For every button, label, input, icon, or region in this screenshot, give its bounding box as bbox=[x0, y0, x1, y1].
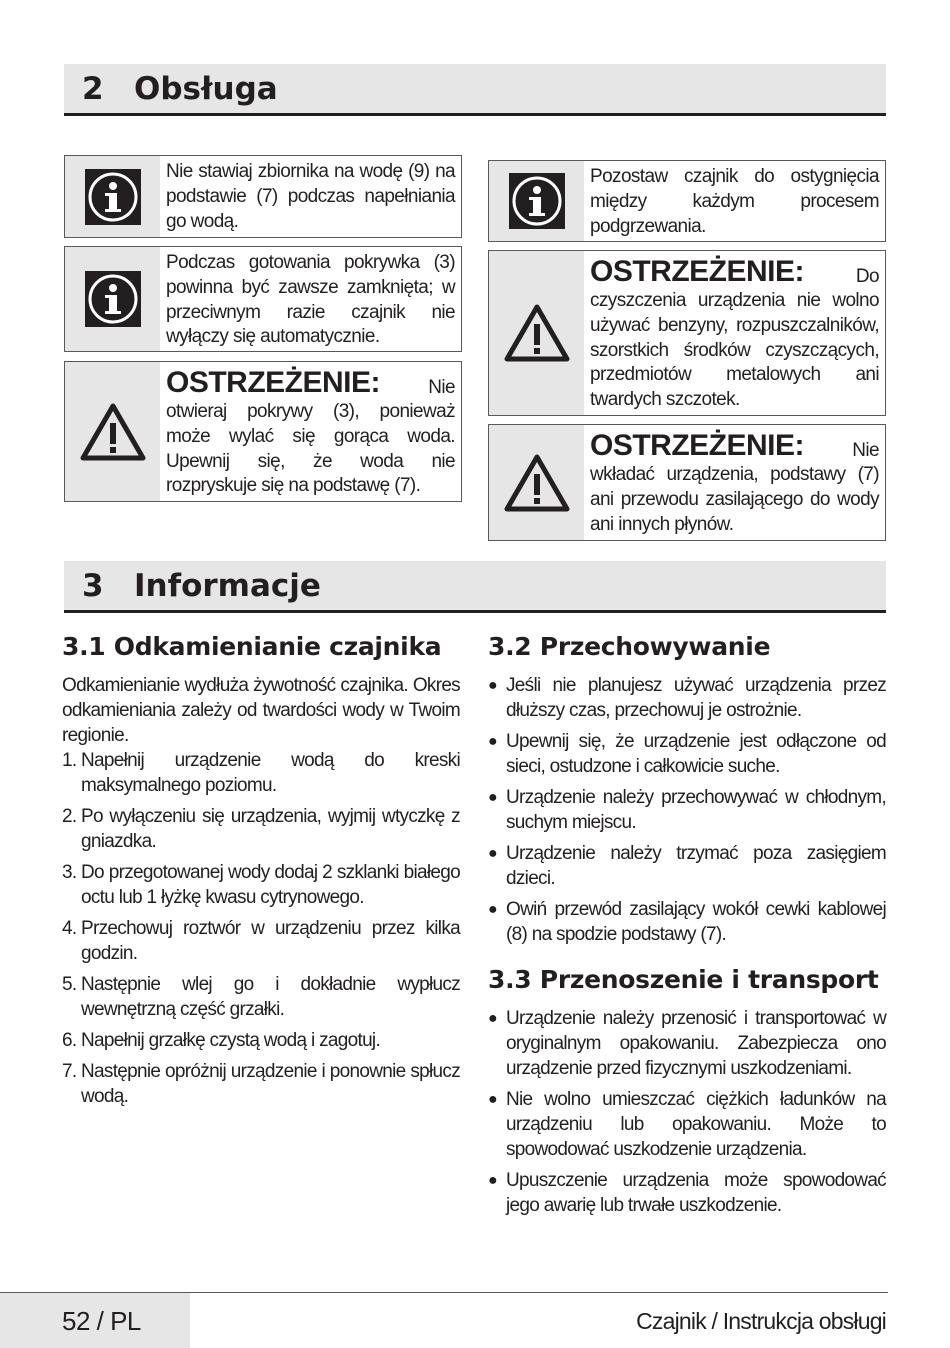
bullet-icon: ● bbox=[488, 677, 497, 694]
warning-triangle-icon bbox=[503, 452, 571, 514]
info-icon bbox=[84, 168, 142, 226]
warning-triangle-icon bbox=[503, 302, 571, 364]
list-item: ● Jeśli nie planujesz używać urządzenia przez dłuższy czas, przechowuj je ostrożnie. bbox=[488, 675, 886, 721]
bullet-icon: ● bbox=[488, 845, 497, 862]
list-item: 7. Następnie opróżnij urządzenie i ponownie spłucz wodą. bbox=[62, 1061, 460, 1107]
list-item: ● Nie wolno umieszczać ciężkich ładunków na urządzeniu lub opakowaniu. Może to spowodować uszkodzenie urządzenia. bbox=[488, 1089, 886, 1160]
notice-text: Nie stawiaj zbiornika na wodę (9) na podstawie (7) podczas napełniania go wodą. bbox=[166, 161, 455, 232]
bullet-icon: ● bbox=[488, 1010, 497, 1027]
warning-first-word: Do bbox=[855, 266, 879, 287]
warning-text: otwieraj pokrywy (3), ponieważ może wylać się gorąca woda. Upewnij się, że woda nie rozpryskuje się na podstawę (7). bbox=[166, 401, 455, 497]
list-item: ● Upewnij się, że urządzenie jest odłączone od sieci, ostudzone i całkowicie suche. bbox=[488, 731, 886, 777]
section-3-header bbox=[64, 561, 886, 613]
warning-notice-3 bbox=[488, 424, 886, 541]
info-icon bbox=[508, 172, 566, 230]
list-item: ● Urządzenie należy przenosić i transportować w oryginalnym opakowaniu. Zabezpiecza ono urządzenie przed fizycznymi uszkodzeniami. bbox=[488, 1008, 886, 1079]
bullet-icon: ● bbox=[488, 1091, 497, 1108]
subsection-3-3-title: 3.3 Przenoszenie i transport bbox=[488, 965, 879, 994]
subsection-3-1-title: 3.1 Odkamienianie czajnika bbox=[62, 632, 442, 661]
transport-list bbox=[488, 1006, 886, 1224]
list-item: 4. Przechowuj roztwór w urządzeniu przez kilka godzin. bbox=[62, 918, 460, 964]
section-title: Obsługa bbox=[134, 70, 278, 107]
list-item: 1. Napełnij urządzenie wodą do kreski maksymalnego poziomu. bbox=[62, 750, 460, 796]
descaling-intro: Odkamienianie wydłuża żywotność czajnika. Okres odkamieniania zależy od twardości wody w Twoim regionie. bbox=[62, 675, 460, 746]
info-icon bbox=[84, 270, 142, 328]
notice-text: Podczas gotowania pokrywka (3) powinna być zawsze zamknięta; w przeciwnym razie czajnik nie wyłączy się automatycznie. bbox=[166, 252, 455, 348]
info-notice-1 bbox=[64, 155, 462, 238]
section-title: Informacje bbox=[134, 567, 321, 604]
list-item: 6. Napełnij grzałkę czystą wodą i zagotuj. bbox=[62, 1030, 381, 1051]
bullet-icon: ● bbox=[488, 901, 497, 918]
info-notice-2 bbox=[64, 246, 462, 352]
list-item: 2. Po wyłączeniu się urządzenia, wyjmij wtyczkę z gniazdka. bbox=[62, 806, 460, 852]
warning-notice-1 bbox=[64, 361, 462, 502]
bullet-icon: ● bbox=[488, 733, 497, 750]
warning-label: OSTRZEŻENIE: bbox=[166, 366, 381, 399]
page-number: 52 / PL bbox=[62, 1306, 141, 1336]
warning-text: czyszczenia urządzenia nie wolno używać benzyny, rozpuszczalników, szorstkich środków czyszczących, przedmiotów metalowych ani twardych szczotek. bbox=[590, 290, 879, 411]
list-item: ● Urządzenie należy trzymać poza zasięgiem dzieci. bbox=[488, 843, 886, 889]
list-item: ● Owiń przewód zasilający wokół cewki kablowej (8) na spodzie podstawy (7). bbox=[488, 899, 886, 945]
subsection-3-2-title: 3.2 Przechowywanie bbox=[488, 632, 771, 661]
info-notice-3 bbox=[488, 160, 886, 242]
storage-list bbox=[488, 673, 886, 953]
list-item: ● Urządzenie należy przechowywać w chłodnym, suchym miejscu. bbox=[488, 787, 886, 833]
section-number: 2 bbox=[82, 70, 104, 107]
list-item: 5. Następnie wlej go i dokładnie wypłucz wewnętrzną część grzałki. bbox=[62, 974, 460, 1020]
warning-label: OSTRZEŻENIE: bbox=[590, 429, 805, 462]
section-2-header bbox=[64, 64, 886, 116]
warning-first-word: Nie bbox=[428, 377, 455, 398]
section-number: 3 bbox=[82, 567, 104, 604]
descaling-steps bbox=[62, 748, 460, 1115]
warning-text: wkładać urządzenia, podstawy (7) ani przewodu zasilającego do wody ani innych płynów. bbox=[590, 464, 879, 535]
warning-notice-2 bbox=[488, 250, 886, 416]
document-title: Czajnik / Instrukcja obsługi bbox=[636, 1308, 886, 1334]
bullet-icon: ● bbox=[488, 789, 497, 806]
list-item: 3. Do przegotowanej wody dodaj 2 szklanki białego octu lub 1 łyżkę kwasu cytrynowego. bbox=[62, 862, 460, 908]
list-item: ● Upuszczenie urządzenia może spowodować jego awarię lub trwałe uszkodzenie. bbox=[488, 1170, 886, 1216]
warning-triangle-icon bbox=[79, 401, 147, 463]
warning-label: OSTRZEŻENIE: bbox=[590, 255, 805, 288]
bullet-icon: ● bbox=[488, 1172, 497, 1189]
notice-text: Pozostaw czajnik do ostygnięcia między każdym procesem podgrzewania. bbox=[590, 166, 879, 237]
warning-first-word: Nie bbox=[852, 440, 879, 461]
